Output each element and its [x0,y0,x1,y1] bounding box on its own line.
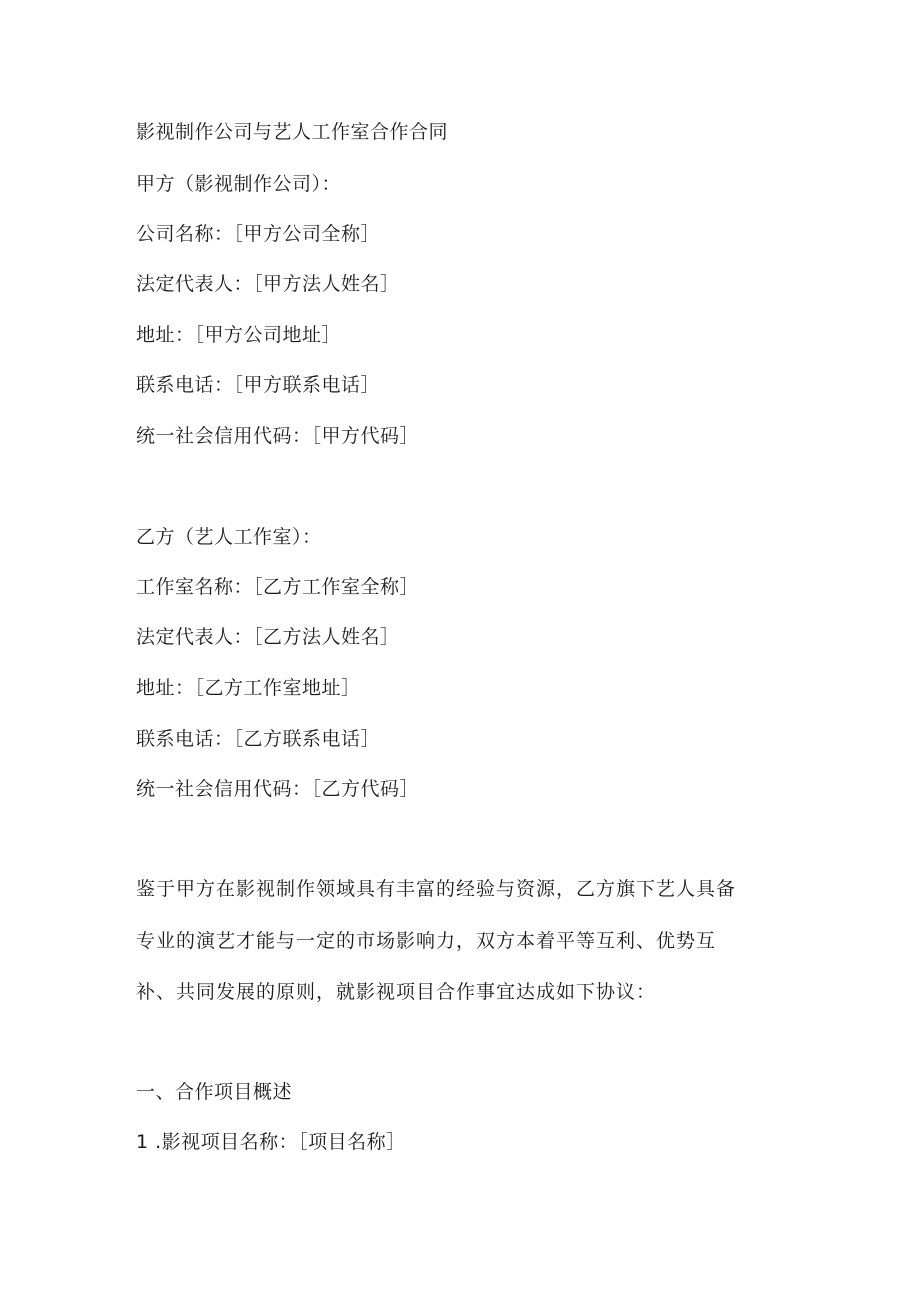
section-1-item-1: 1 .影视项目名称：［项目名称］ [136,1131,406,1153]
party-a-heading: 甲方（影视制作公司）： [136,173,342,195]
party-a-legal-rep: 法定代表人：［甲方法人姓名］ [136,273,400,295]
party-a-company-name: 公司名称：［甲方公司全称］ [136,223,381,245]
party-b-address: 地址：［乙方工作室地址］ [136,677,361,699]
party-b-phone: 联系电话：［乙方联系电话］ [136,728,381,750]
party-b-legal-rep: 法定代表人：［乙方法人姓名］ [136,626,400,648]
party-a-credit-code: 统一社会信用代码：［甲方代码］ [136,425,420,447]
party-a-address: 地址：［甲方公司地址］ [136,324,342,346]
preamble-line-3: 补、共同发展的原则，就影视项目合作事宜达成如下协议： [136,981,657,1003]
document-title: 影视制作公司与艺人工作室合作合同 [136,121,449,143]
preamble-line-2: 专业的演艺才能与一定的市场影响力，双方本着平等互利、优势互 [136,930,717,952]
party-b-credit-code: 统一社会信用代码：［乙方代码］ [136,778,420,800]
party-b-studio-name: 工作室名称：［乙方工作室全称］ [136,576,420,598]
section-1-heading: 一、合作项目概述 [136,1081,293,1103]
party-b-heading: 乙方（艺人工作室）： [136,526,322,548]
party-a-phone: 联系电话：［甲方联系电话］ [136,374,381,396]
preamble-line-1: 鉴于甲方在影视制作领域具有丰富的经验与资源，乙方旗下艺人具备 [136,878,737,900]
